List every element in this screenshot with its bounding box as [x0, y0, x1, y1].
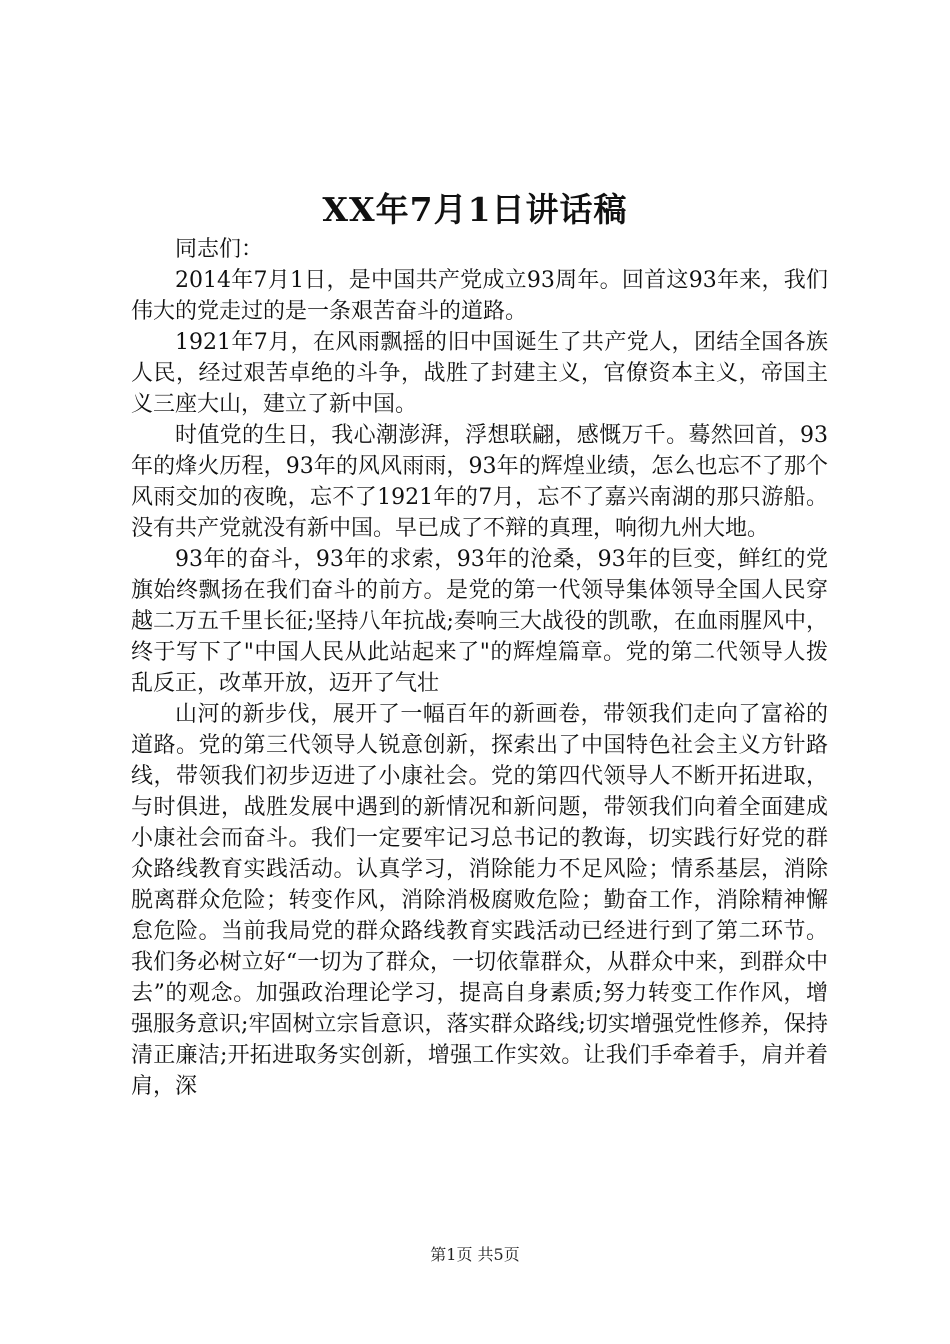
body-paragraph: 1921年7月，在风雨飘摇的旧中国诞生了共产党人，团结全国各族人民，经过艰苦卓绝的斗争，战胜了封建主义，官僚资本主义，帝国主义三座大山，建立了新中国。: [131, 330, 828, 417]
page-title: XX年7月1日讲话稿: [322, 190, 628, 229]
document-body: [131, 234, 828, 1102]
page-number-footer: 第1页 共5页: [430, 1245, 520, 1264]
body-paragraph: 时值党的生日，我心潮澎湃，浮想联翩，感慨万千。蓦然回首，93年的烽火历程，93年的风风雨雨，93年的辉煌业绩，怎么也忘不了那个风雨交加的夜晚，忘不了1921年的7月，忘不了嘉兴南湖的那只游船。没有共产党就没有新中国。早已成了不辩的真理，响彻九州大地。: [131, 423, 828, 541]
body-paragraph: 山河的新步伐，展开了一幅百年的新画卷，带领我们走向了富裕的道路。党的第三代领导人锐意创新，探索出了中国特色社会主义方针路线，带领我们初步迈进了小康社会。党的第四代领导人不断开拓进取，与时俱进，战胜发展中遇到的新情况和新问题，带领我们向着全面建成小康社会而奋斗。我们一定要牢记习总书记的教诲，切实践行好党的群众路线教育实践活动。认真学习，消除能力不足风险；情系基层，消除脱离群众危险；转变作风，消除消极腐败危险；勤奋工作，消除精神懈怠危险。当前我局党的群众路线教育实践活动已经进行到了第二环节。我们务必树立好“一切为了群众，一切依靠群众，从群众中来，到群众中去”的观念。加强政治理论学习，提高自身素质;努力转变工作作风，增强服务意识;牢固树立宗旨意识，落实群众路线;切实增强党性修养，保持清正廉洁;开拓进取务实创新，增强工作实效。让我们手牵着手，肩并着肩，深: [131, 702, 828, 1099]
salutation-paragraph: 同志们：: [175, 237, 264, 262]
body-paragraph: 93年的奋斗，93年的求索，93年的沧桑，93年的巨变，鲜红的党旗始终飘扬在我们奋斗的前方。是党的第一代领导集体领导全国人民穿越二万五千里长征;坚持八年抗战;奏响三大战役的凯歌，在血雨腥风中，终于写下了"中国人民从此站起来了"的辉煌篇章。党的第二代领导人拨乱反正，改革开放，迈开了气壮: [131, 547, 828, 696]
body-paragraph: 2014年7月1日，是中国共产党成立93周年。回首这93年来，我们伟大的党走过的是一条艰苦奋斗的道路。: [131, 268, 828, 324]
